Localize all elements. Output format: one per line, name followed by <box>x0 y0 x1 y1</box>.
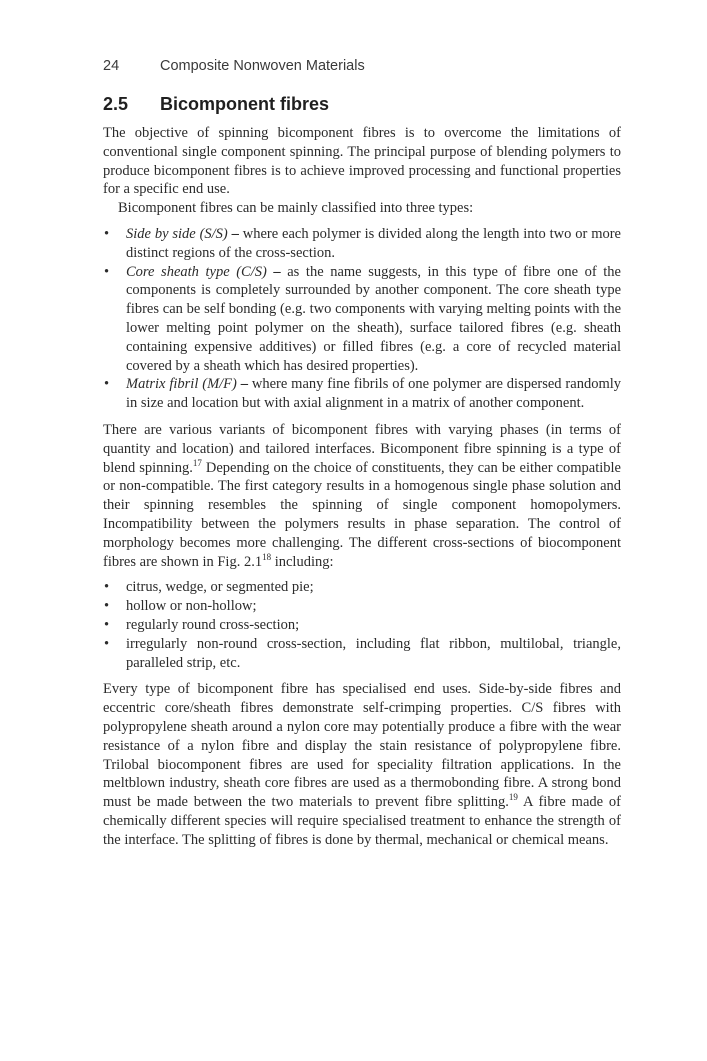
list-item-text: irregularly non-round cross-section, including flat ribbon, multilobal, triangle, paralleled strip, etc. <box>126 635 621 671</box>
running-title: Composite Nonwoven Materials <box>160 58 365 74</box>
paragraph-classification: Bicomponent fibres can be mainly classified into three types: <box>118 200 474 217</box>
citation-18: 18 <box>262 551 272 562</box>
bullet-icon: • <box>104 635 110 652</box>
bullet-icon: • <box>104 263 110 280</box>
list-item-dash: – <box>266 263 288 280</box>
list-item <box>103 616 621 635</box>
list-item-text: hollow or non-hollow; <box>126 598 257 615</box>
list-item <box>103 225 621 263</box>
section-heading <box>103 92 621 116</box>
citation-17: 17 <box>192 457 202 468</box>
book-page <box>103 56 621 849</box>
fibre-types-list <box>103 225 621 413</box>
list-item <box>103 263 621 376</box>
list-item-text: regularly round cross-section; <box>126 616 300 633</box>
text-run: There are various variants of bicomponent fibres with varying phases (in terms of quantity and location) and tailored interfaces. Bicomponent fibre spinning is a type of blend spinning. <box>103 421 621 476</box>
bullet-icon: • <box>104 598 110 615</box>
list-item-term: Side by side (S/S) <box>126 225 228 242</box>
list-item-text: where many fine fibrils of one polymer are dispersed randomly in size and location but with axial alignment in a matrix of another component. <box>126 376 622 412</box>
page-number: 24 <box>103 58 120 74</box>
paragraph-variants <box>103 421 621 571</box>
list-item-text: citrus, wedge, or segmented pie; <box>126 579 314 596</box>
list-item-dash: – <box>227 225 243 242</box>
bullet-icon: • <box>104 225 110 242</box>
text-run: A fibre made of chemically different species will require specialised treatment to enhance the strength of the interface. The splitting of fibres is done by thermal, mechanical or chemical means. <box>103 794 621 848</box>
text-run: including: <box>271 553 334 570</box>
citation-19: 19 <box>508 792 518 803</box>
bullet-icon: • <box>104 616 110 633</box>
paragraph-intro: The objective of spinning bicomponent fibres is to overcome the limitations of conventional single component spinning. The principal purpose of blending polymers to produce bicomponent fibres is to achieve improved processing and functional properties for a specific end use. <box>103 125 621 198</box>
list-item-term: Matrix fibril (M/F) <box>126 376 237 393</box>
bullet-icon: • <box>104 376 110 393</box>
list-item <box>103 375 621 413</box>
list-item-text: where each polymer is divided along the length into two or more distinct regions of the cross-section. <box>126 225 621 261</box>
list-item-text: as the name suggests, in this type of fibre one of the components is completely surrounded by another component. The core sheath type fibres can be self bonding (e.g. two components with varying melting points with the lower melting point polymer on the sheath), surface tailored fibres (e.g. sheath containing expensive additives) or filled fibres (e.g. a core of recycled material covered by a sheath which has desired properties). <box>126 263 621 374</box>
section-title: Bicomponent fibres <box>160 94 330 114</box>
list-item <box>103 635 621 673</box>
list-item-term: Core sheath type (C/S) <box>126 263 267 280</box>
cross-sections-list <box>103 578 621 672</box>
list-item-dash: – <box>236 376 252 393</box>
running-header <box>103 56 621 76</box>
bullet-icon: • <box>104 579 110 596</box>
section-number: 2.5 <box>103 94 129 114</box>
list-item <box>103 578 621 597</box>
text-run: Every type of bicomponent fibre has specialised end uses. Side-by-side fibres and eccentric core/sheath fibres demonstrate self-crimping properties. C/S fibres with polypropylene sheath around a nylon core may potentially produce a fibre with the wear resistance of a nylon fibre and display the stain resistance of polypropylene fibre. Trilobal biocomponent fibres are used for speciality filtration applications. In the meltblown industry, sheath core fibres are used as a thermobonding fibre. A strong bond must be made between the two materials to prevent fibre splitting. <box>103 681 621 811</box>
body-text <box>103 124 621 849</box>
text-run: Depending on the choice of constituents, they can be either compatible or non-compatible. The first category results in a homogenous single phase solution and their spinning resembles the spinning of single component homopolymers. Incompatibility between the polymers results in phase separation. The control of morphology becomes more challenging. The different cross-sections of biocomponent fibres are shown in Fig. 2.1 <box>103 459 621 570</box>
list-item <box>103 597 621 616</box>
paragraph-end-uses <box>103 680 621 849</box>
